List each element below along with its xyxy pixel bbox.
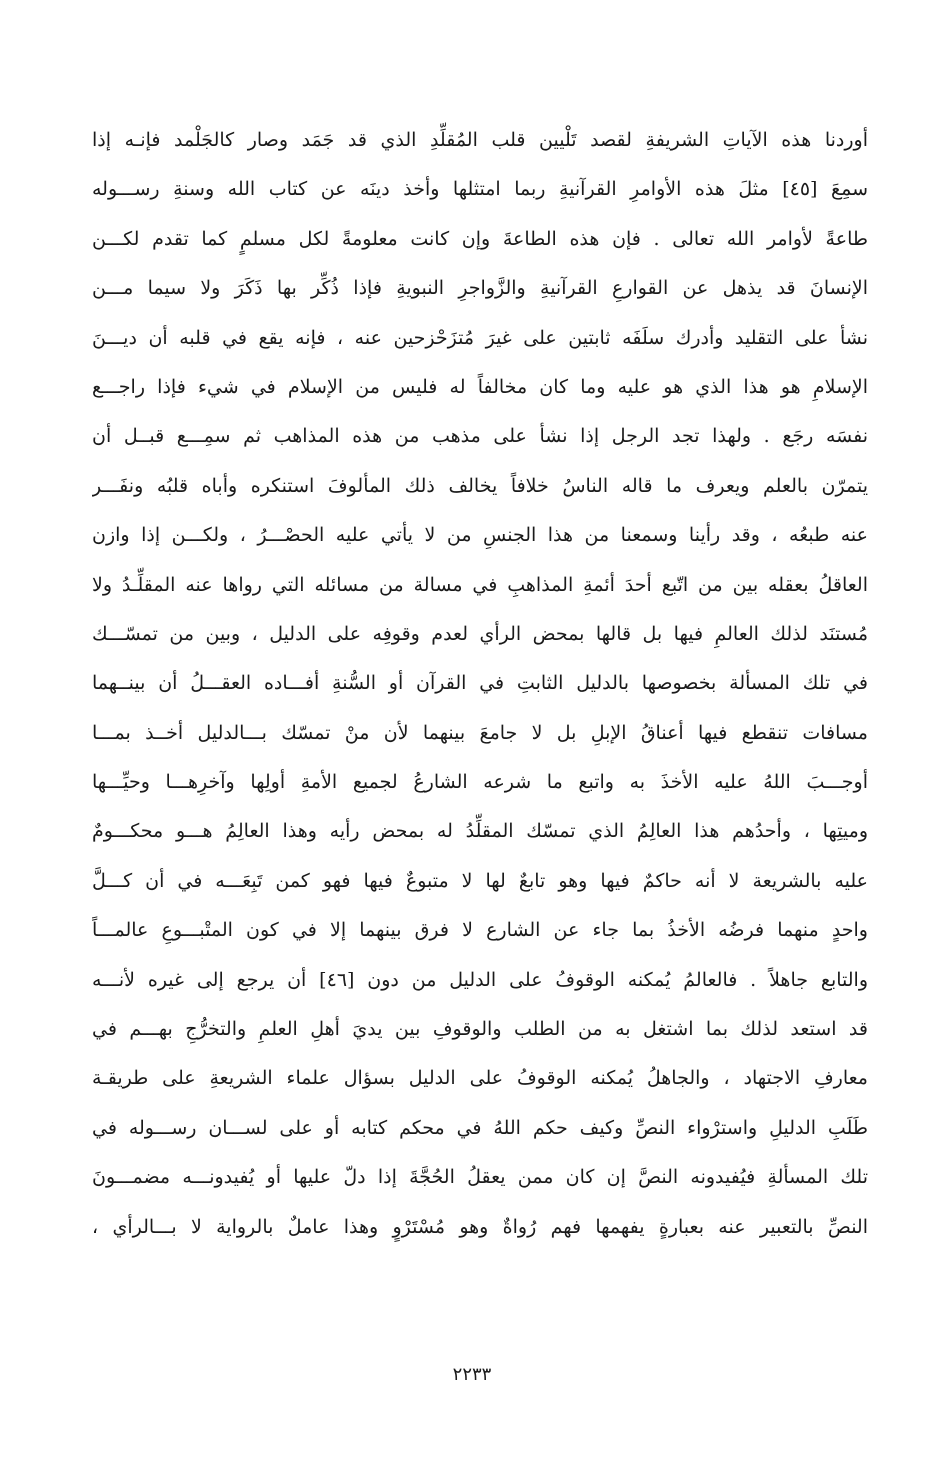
- text-line: عليه بالشريعة لا أنه حاكمٌ فيها وهو تابعٌ لها لا متبوعٌ فيها فهو كمن تَبِعَـــه في أن كـــلَّ: [92, 869, 868, 892]
- text-line: واحدٍ منهما فرضُه الأخذُ بما جاء عن الشارع لا فرق بينهما إلا في كون المتْبـــوعِ عالمـــاً: [92, 919, 868, 942]
- text-line: طاعةً لأوامر الله تعالى . فإن هذه الطاعةَ وإن كانت معلومةً لكل مسلمٍ كما تقدم لكـــن: [92, 227, 868, 250]
- page-number: ٢٢٣٣: [452, 1364, 492, 1385]
- text-line: النصِّ بالتعبير عنه بعبارةٍ يفهمها فهم رُواةٌ وهو مُسْتَرْوٍ وهذا عاملٌ بالرواية لا بـــالرأي ،: [92, 1215, 868, 1238]
- text-line: سمِعَ [٤٥] مثلَ هذه الأوامرِ القرآنيةِ ربما امتثلها وأخذ دينَه عن كتاب الله وسنةِ رســـوله: [92, 178, 868, 201]
- text-line: أوجـــبَ اللهُ عليه الأخذَ به واتبع ما شرعه الشارعُ لجميع الأمةِ أولِها وآخرِهـــا وحيِّـــها: [92, 771, 868, 794]
- text-line: عنه طبعُه ، وقد رأينا وسمعنا من هذا الجنسِ من لا يأتي عليه الحصْـــرُ ، ولكـــن إذا وازن: [92, 524, 868, 547]
- text-line: الإسلامِ هو هذا الذي هو عليه وما كان مخالفاً له فليس من الإسلام في شيء فإذا راجـــع: [92, 375, 868, 398]
- text-line: في تلك المسألة بخصوصها بالدليل الثابتِ في القرآن أو السُّنةِ أفـــاده العقـــلُ أن بينــهما: [92, 672, 868, 695]
- text-line: تلك المسألةِ فيُفيدونه النصَّ إن كان ممن يعقلُ الحُجَّةَ إذا دلّ عليها أو يُفيدونـــه مضمـــونَ: [92, 1166, 868, 1189]
- text-line: الإنسانَ قد يذهل عن القوارعِ القرآنيةِ والزَّواجرِ النبويةِ فإذا ذُكِّر بها ذَكَرَ ولا سيما مـــن: [92, 277, 868, 300]
- text-line: مسافات تنقطع فيها أعناقُ الإبلِ بل لا جامعَ بينهما لأن منْ تمسّك بـــالدليل أخــذ بمـــا: [92, 721, 868, 744]
- text-line: مُستنَد لذلك العالمِ فيها بل قالها بمحض الرأي لعدم وقوفِه على الدليل ، وبين من تمسّـــك: [92, 622, 868, 645]
- text-line: والتابع جاهلاً . فالعالمُ يُمكنه الوقوفُ على الدليل من دون [٤٦] أن يرجع إلى غيره لأنـــه: [92, 968, 868, 991]
- text-line: وميتِها ، وأحدُهم هذا العالِمُ الذي تمسّك المقلِّدُ له بمحض رأيه وهذا العالِمُ هـــو محكـــومٌ: [92, 820, 868, 843]
- text-line: قد استعد لذلك بما اشتغل به من الطلب والوقوفِ بين يديَ أهلِ العلمِ والتخرُّجِ بهـــم في: [92, 1018, 868, 1041]
- text-line: نفسَه رجَع . ولهذا تجد الرجل إذا نشأ على مذهب من هذه المذاهب ثم سمِـــع قبــل أن: [92, 425, 868, 448]
- text-line: يتمرّن بالعلم ويعرف ما قاله الناسُ خلافاً يخالف ذلك المألوفَ استنكره وأباه قلبُه ونفَـــر: [92, 474, 868, 497]
- text-line: معارفِ الاجتهاد ، والجاهلُ يُمكنه الوقوفُ على الدليل بسؤال علماء الشريعةِ على طريقـة: [92, 1067, 868, 1090]
- text-line: أوردنا هذه الآياتِ الشريفةِ لقصد تَلْيين قلب المُقلِّدِ الذي قد جَمَد وصار كالجَلْمد فإنـه إذا: [92, 129, 868, 151]
- main-text: [92, 116, 868, 1252]
- text-line: نشأ على التقليد وأدرك سلَفَه ثابتين على غيرَ مُتزَحْزحين عنه ، فإنه يقع في قلبه أن ديـــنَ: [92, 326, 868, 349]
- text-line: طَلَبِ الدليلِ واسترْواء النصِّ وكيف حكم اللهُ في محكم كتابه أو على لســـان رســـوله في: [92, 1116, 868, 1139]
- text-line: العاقلُ بعقله بين من اتّبع أحدَ أئمةِ المذاهبِ في مسالة من مسائله التي رواها عنه المقلِّـدُ ولا: [92, 573, 868, 596]
